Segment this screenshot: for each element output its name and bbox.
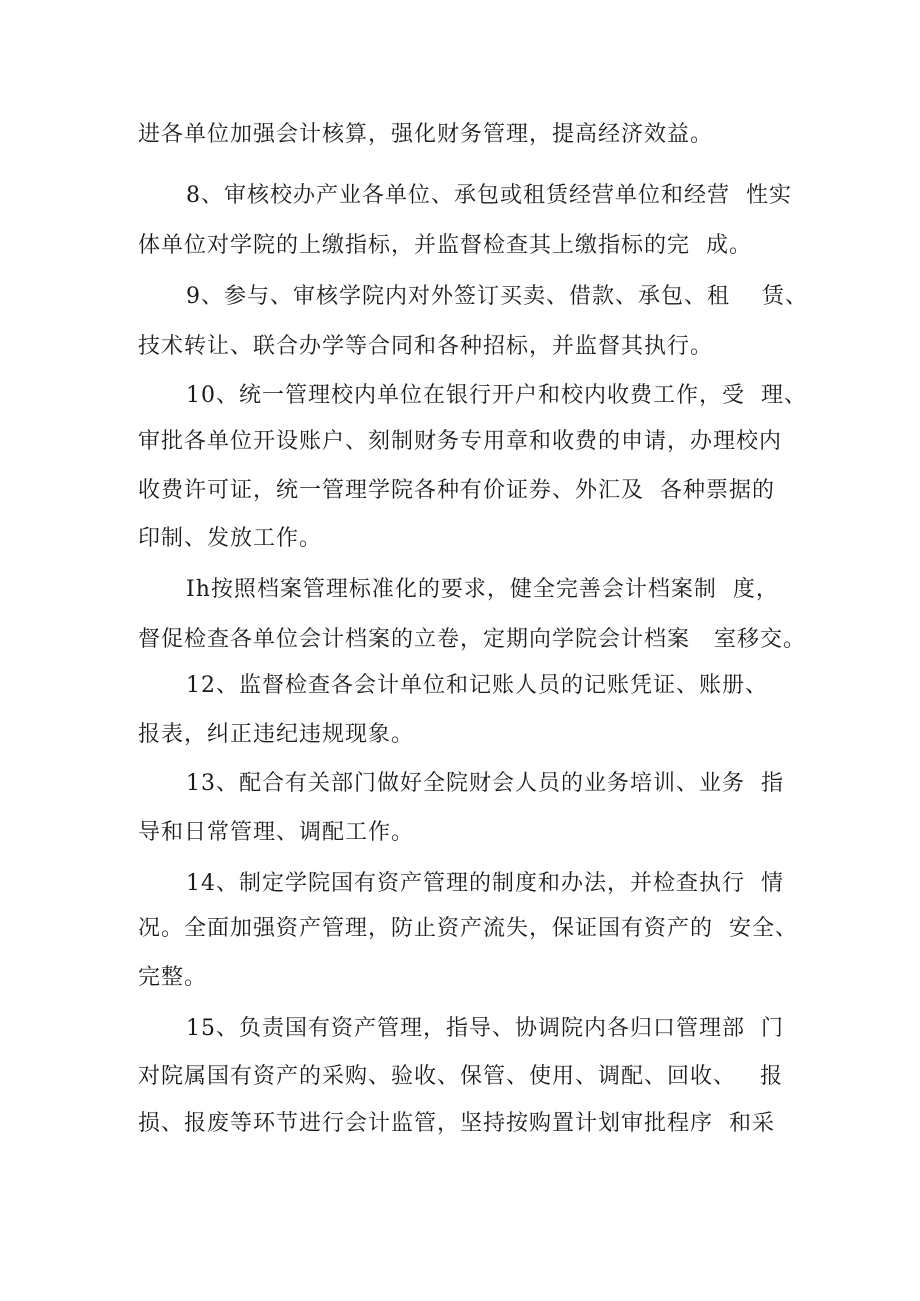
item-10-line-1: 10、统一管理校内单位在银行开户和校内收费工作，受 理、	[186, 383, 807, 408]
text-line: 进各单位加强会计核算，强化财务管理，提高经济效益。	[138, 122, 714, 147]
item-12-line-2: 报表，纠正违纪违规现象。	[138, 722, 415, 747]
item-15-line-2: 对院属国有资产的采购、验收、保管、使用、调配、回收、 报	[138, 1064, 783, 1089]
item-10-line-3: 收费许可证，统一管理学院各种有价证券、外汇及 各种票据的	[138, 478, 775, 503]
item-14-line-2: 况。全面加强资产管理，防止资产流失，保证国有资产的 安全、	[138, 916, 798, 941]
item-10-line-2: 审批各单位开设账户、刻制财务专用章和收费的申请，办理校内	[138, 429, 783, 454]
item-13-line-2: 导和日常管理、调配工作。	[138, 820, 415, 845]
item-8-line-1: 8、审核校办产业各单位、承包或租赁经营单位和经营 性实	[186, 183, 792, 208]
item-11-line-1: Ih按照档案管理标准化的要求，健全完善会计档案制 度，	[186, 577, 779, 602]
item-8-line-2: 体单位对学院的上缴指标，并监督检查其上缴指标的完 成。	[138, 233, 752, 258]
item-9-line-2: 技术转让、联合办学等合同和各种招标，并监督其执行。	[138, 334, 714, 359]
item-11-line-2: 督促检查各单位会计档案的立卷，定期向学院会计档案 室移交。	[138, 627, 806, 652]
item-12-line-1: 12、监督检查各会计单位和记账人员的记账凭证、账册、	[186, 673, 768, 698]
item-13-line-1: 13、配合有关部门做好全院财会人员的业务培训、业务 指	[186, 771, 784, 796]
item-10-line-4: 印制、发放工作。	[138, 526, 323, 551]
item-15-line-3: 损、报废等环节进行会计监管，坚持按购置计划审批程序 和采	[138, 1111, 775, 1136]
item-15-line-1: 15、负责国有资产管理，指导、协调院内各归口管理部 门	[186, 1016, 784, 1041]
item-9-line-1: 9、参与、审核学院内对外签订买卖、借款、承包、租 赁、	[186, 284, 808, 309]
item-14-line-3: 完整。	[138, 965, 208, 990]
item-14-line-1: 14、制定学院国有资产管理的制度和办法，并检查执行 情	[186, 871, 784, 896]
